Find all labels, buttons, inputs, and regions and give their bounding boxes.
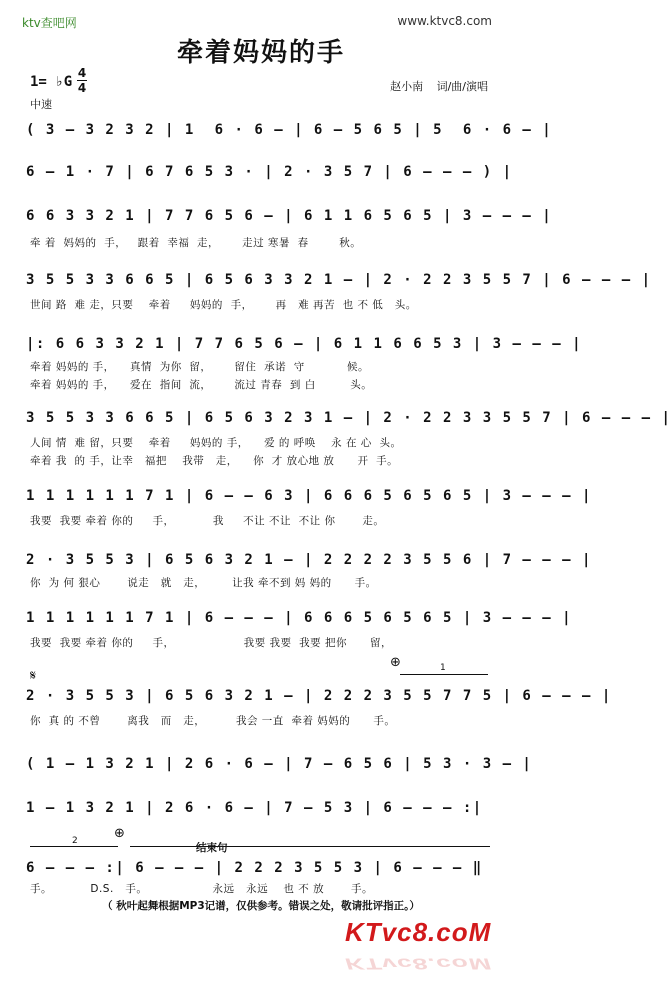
score-row-10 [26, 684, 612, 708]
score-row-notes: |: 6 6 3 3 2 1 | 7 7 6 5 6 — | 6 1 1 6 6 5 3 | 3 — — — | [26, 336, 583, 352]
site-name-left: ktv查吧网 [22, 16, 77, 30]
transcription-footnote: （ 秋叶起舞根据MP3记谱，仅供参考。错误之处，敬请批评指正。） [102, 900, 420, 912]
score-row-notes: 2 · 3 5 5 3 | 6 5 6 3 2 1 — | 2 2 2 3 5 5 7 7 5 | 6 — — — | [26, 688, 612, 704]
meter-bottom: 4 [77, 81, 87, 95]
score-row-3 [26, 204, 553, 228]
volta-2-number: 2 [72, 836, 78, 846]
ending-bracket-line [130, 846, 490, 847]
score-row-notes: 1 1 1 1 1 1 7 1 | 6 — — 6 3 | 6 6 6 5 6 5 6 5 | 3 — — — | [26, 488, 592, 504]
score-row-notes: ( 3 — 3 2 3 2 | 1 6 · 6 — | 6 — 5 6 5 | 5 6 · 6 — | [26, 122, 553, 138]
score-row-13 [26, 856, 496, 880]
tempo-marking: 中速 [30, 98, 52, 111]
volta-2-line [30, 846, 118, 847]
coda-sign: ⊕ [390, 655, 401, 670]
segno-sign: 𝄋 [30, 668, 37, 684]
score-row-notes: 6 6 3 3 2 1 | 7 7 6 5 6 — | 6 1 1 6 5 6 5 | 3 — — — | [26, 208, 553, 224]
coda-sign-2: ⊕ [114, 826, 125, 841]
score-row-11 [26, 752, 533, 776]
score-row-notes: 2 · 3 5 5 3 | 6 5 6 3 2 1 — | 2 2 2 2 3 5 5 6 | 7 — — — | [26, 552, 592, 568]
score-row-9 [26, 606, 573, 630]
credit-line: 赵小南 词/曲/演唱 [390, 80, 488, 93]
lyric-line-3: 牵着 妈妈的 手， 真情 为你 留， 留住 承诺 守 候。 [30, 361, 369, 373]
lyric-line-5: 人间 情 难 留，只要 牵着 妈妈的 手， 爱 的 呼唤 永 在 心 头。 [30, 437, 402, 449]
score-row-notes: 6 — 1 · 7 | 6 7 6 5 3 · | 2 · 3 5 7 | 6 — — — ) | [26, 164, 513, 180]
score-row-1 [26, 118, 553, 142]
meter-top: 4 [77, 66, 87, 80]
score-row-notes: 6 — — — :| 6 — — — | 2 2 2 3 5 5 3 | 6 — — — ‖ [26, 860, 483, 876]
time-signature [77, 66, 87, 95]
ktvc8-logo: KTvc8.coM [345, 917, 492, 947]
score-row-7 [26, 484, 592, 508]
score-row-notes: ( 1 — 1 3 2 1 | 2 6 · 6 — | 7 — 6 5 6 | 5 3 · 3 — | [26, 756, 533, 772]
lyric-line-1: 牵 着 妈妈的 手， 跟着 幸福 走， 走过 寒暑 春 秋。 [30, 237, 362, 249]
score-row-notes: 3 5 5 3 3 6 6 5 | 6 5 6 3 3 2 1 — | 2 · 2 2 3 5 5 7 | 6 — — — | [26, 272, 652, 288]
lyric-line-2: 世间 路 难 走，只要 牵着 妈妈的 手， 再 难 再苦 也 不 低 头。 [30, 299, 417, 311]
song-title: 牵着妈妈的手 [176, 38, 345, 68]
ktvc8-logo-reflection: KTvc8.coM [345, 954, 492, 973]
score-row-4 [26, 268, 652, 292]
lyric-line-9: 我要 我要 牵着 你的 手， 我要 我要 我要 把你 留， [30, 637, 392, 649]
lyric-line-11: 手。 D.S. 手。 永远 永远 也 不 放 手。 [30, 883, 373, 895]
lyric-line-7: 我要 我要 牵着 你的 手， 我 不让 不让 不让 你 走。 [30, 515, 385, 527]
score-row-notes: 1 1 1 1 1 1 7 1 | 6 — — — | 6 6 6 5 6 5 6 5 | 3 — — — | [26, 610, 573, 626]
lyric-line-6: 牵着 我 的 手，让幸 福把 我带 走， 你 才 放心地 放 开 手。 [30, 455, 399, 467]
ending-section-label: 结束句 [196, 842, 228, 854]
score-row-5 [26, 332, 583, 356]
lyric-line-10: 你 真 的 不曾 离我 而 走， 我会 一直 牵着 妈妈的 手。 [30, 715, 396, 727]
score-row-6 [26, 406, 671, 430]
score-row-notes: 1 — 1 3 2 1 | 2 6 · 6 — | 7 — 5 3 | 6 — — — :| [26, 800, 483, 816]
score-row-notes: 3 5 5 3 3 6 6 5 | 6 5 6 3 2 3 1 — | 2 · 2 2 3 3 5 5 7 | 6 — — — | [26, 410, 671, 426]
lyric-line-8: 你 为 何 狠心 说走 就 走， 让我 牵不到 妈 妈的 手。 [30, 577, 377, 589]
score-row-8 [26, 548, 592, 572]
volta-1-number: 1 [440, 663, 446, 673]
score-row-12 [26, 796, 496, 820]
site-url-right: www.ktvc8.com [397, 14, 492, 28]
score-row-2 [26, 160, 513, 184]
lyric-line-4: 牵着 妈妈的 手， 爱在 指间 流， 流过 青春 到 白 头。 [30, 379, 373, 391]
volta-1-line [400, 674, 488, 675]
key-signature: 1= ♭G [30, 74, 73, 90]
